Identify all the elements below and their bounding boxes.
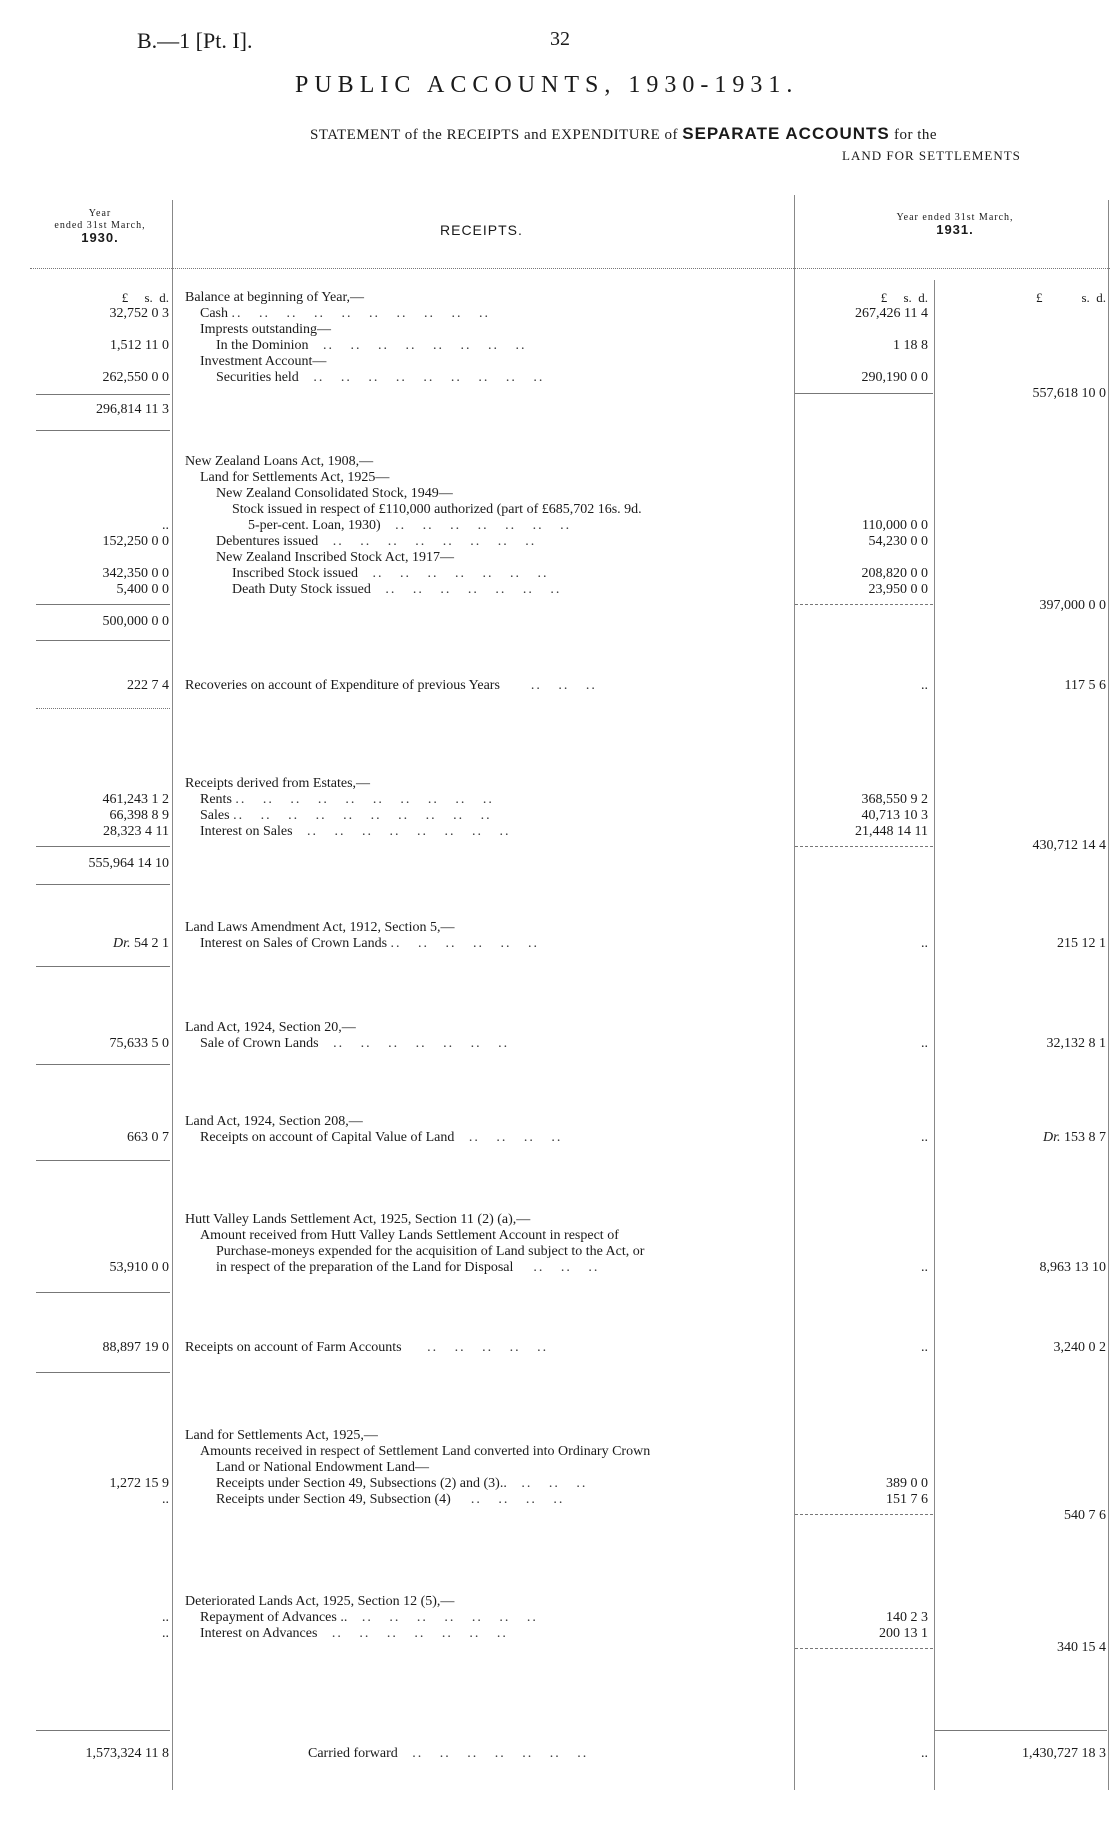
subtotal-rule — [36, 604, 170, 605]
receipts-heading: RECEIPTS. — [440, 222, 523, 238]
statement-suffix: for the — [893, 127, 938, 143]
row-hutt-line3: in respect of the preparation of the Land for Disposal .. .. .. — [216, 1260, 600, 1275]
row-carried-1931-mid: .. — [921, 1746, 928, 1761]
row-lfs1925: Land for Settlements Act, 1925— — [200, 470, 390, 485]
left-head-line2: ended 31st March, — [54, 220, 146, 231]
row-lfs-head: Land for Settlements Act, 1925,— — [185, 1428, 378, 1443]
row-deathduty-1931: 23,950 0 0 — [868, 582, 928, 597]
section-rule — [36, 1064, 170, 1065]
row-sales-1930: 66,398 8 9 — [109, 808, 169, 823]
row-balance-total-1931: 557,618 10 0 — [1032, 386, 1106, 401]
row-det-head: Deteriorated Lands Act, 1925, Section 12 (5),— — [185, 1594, 455, 1609]
row-landlaws-head: Land Laws Amendment Act, 1912, Section 5,— — [185, 920, 455, 935]
row-inscribed-label: Inscribed Stock issued .. .. .. .. .. .. .. — [232, 566, 549, 581]
row-capital-value-1931: Dr. 153 8 7 — [1042, 1130, 1106, 1145]
row-dominion-label: In the Dominion .. .. .. .. .. .. .. .. — [216, 338, 527, 353]
row-repay-label: Repayment of Advances .. .. .. .. .. .. .. .. — [200, 1610, 538, 1625]
row-nzloans: New Zealand Loans Act, 1908,— — [185, 454, 374, 469]
statement-subtitle: LAND FOR SETTLEMENTS — [842, 148, 1021, 163]
row-securities-1931: 290,190 0 0 — [861, 370, 928, 385]
row-estates-head: Receipts derived from Estates,— — [185, 776, 371, 791]
currency-left: £ s. d. — [121, 290, 169, 305]
row-balance-head: Balance at beginning of Year,— — [185, 290, 365, 305]
row-hutt-1931-mid: .. — [921, 1260, 928, 1275]
row-deathduty-label: Death Duty Stock issued .. .. .. .. .. .. .. — [232, 582, 562, 597]
right-head-year: 1931. — [936, 222, 974, 237]
document-reference: B.—1 [Pt. I]. — [137, 28, 253, 53]
right-head-line1: Year ended 31st March, — [896, 212, 1014, 223]
section-rule — [36, 1372, 170, 1373]
currency-mid: £ s. d. — [880, 290, 928, 305]
row-hutt-line1: Amount received from Hutt Valley Lands Settlement Account in respect of — [200, 1228, 619, 1243]
row-hutt-1930: 53,910 0 0 — [109, 1260, 169, 1275]
section-rule — [36, 884, 170, 885]
row-lfs-total-1931: 540 7 6 — [1064, 1508, 1106, 1523]
row-sec49-4-1930: .. — [162, 1492, 169, 1507]
row-lfs-line1: Amounts received in respect of Settlement Land converted into Ordinary Crown — [200, 1444, 651, 1459]
row-landact20-head: Land Act, 1924, Section 20,— — [185, 1020, 356, 1035]
row-cash-label: Cash .. .. .. .. .. .. .. .. .. .. — [200, 306, 490, 321]
row-sales-label: Sales .. .. .. .. .. .. .. .. .. .. — [200, 808, 492, 823]
debit-prefix: Dr. — [112, 936, 131, 951]
row-carried-1930: 1,573,324 11 8 — [85, 1746, 169, 1761]
row-interest-adv-label: Interest on Advances .. .. .. .. .. .. .. — [200, 1626, 508, 1641]
subtotal-rule — [795, 393, 933, 394]
section-rule — [36, 708, 170, 709]
row-stock-issued: Stock issued in respect of £110,000 authorized (part of £685,702 16s. 9d. — [232, 502, 642, 517]
row-farm-1930: 88,897 19 0 — [102, 1340, 169, 1355]
section-rule — [36, 966, 170, 967]
right-col-head — [820, 212, 1090, 236]
row-rents-1930: 461,243 1 2 — [102, 792, 169, 807]
subtotal-rule — [36, 394, 170, 395]
row-loans-total-1931: 397,000 0 0 — [1039, 598, 1106, 613]
right-col-divider — [934, 280, 935, 1790]
head-rule — [30, 268, 1110, 269]
row-interest-sales-1931: 21,448 14 11 — [855, 824, 928, 839]
row-farm-1931: 3,240 0 2 — [1053, 1340, 1106, 1355]
row-cash-1930: 32,752 0 3 — [109, 306, 169, 321]
row-farm-1931-mid: .. — [921, 1340, 928, 1355]
left-head-year: 1930. — [81, 230, 119, 245]
row-sec49-23-1930: 1,272 15 9 — [109, 1476, 169, 1491]
row-debentures-1931: 54,230 0 0 — [868, 534, 928, 549]
row-inscribed-1931: 208,820 0 0 — [861, 566, 928, 581]
row-rents-1931: 368,550 9 2 — [861, 792, 928, 807]
row-loan1930-1931: 110,000 0 0 — [862, 518, 928, 533]
row-securities-1930: 262,550 0 0 — [102, 370, 169, 385]
row-interest-crown-1931-mid: .. — [921, 936, 928, 951]
row-balance-total-1930: 296,814 11 3 — [96, 402, 169, 417]
subtotal-rule — [36, 846, 170, 847]
row-loan1930-label: 5-per-cent. Loan, 1930) .. .. .. .. .. .. .. — [248, 518, 572, 533]
row-dominion-1930: 1,512 11 0 — [110, 338, 169, 353]
row-securities-label: Securities held .. .. .. .. .. .. .. .. .. — [216, 370, 545, 385]
statement-bold: SEPARATE ACCOUNTS — [682, 124, 890, 143]
row-estates-total-1931: 430,712 14 4 — [1032, 838, 1106, 853]
row-carried-label: Carried forward .. .. .. .. .. .. .. — [308, 1746, 589, 1761]
row-hutt-1931: 8,963 13 10 — [1039, 1260, 1106, 1275]
section-rule — [36, 640, 170, 641]
row-interest-crown-label: Interest on Sales of Crown Lands .. .. .. .. .. .. — [200, 936, 540, 951]
row-cash-1931: 267,426 11 4 — [855, 306, 928, 321]
right-edge — [1108, 200, 1109, 1790]
left-col-head — [30, 208, 170, 244]
subtotal-rule — [795, 1514, 933, 1515]
row-recoveries-1931: 117 5 6 — [1064, 678, 1106, 693]
section-rule — [36, 1292, 170, 1293]
row-nzcs: New Zealand Consolidated Stock, 1949— — [216, 486, 453, 501]
row-repay-1930: .. — [162, 1610, 169, 1625]
carried-rule — [36, 1730, 170, 1731]
statement-prefix: STATEMENT of the RECEIPTS and EXPENDITURE of — [310, 127, 678, 143]
row-sec49-23-label: Receipts under Section 49, Subsections (2) and (3).. .. .. .. — [216, 1476, 588, 1491]
currency-right: £ s. d. — [1035, 290, 1106, 305]
row-debentures-1930: 152,250 0 0 — [102, 534, 169, 549]
row-sale-crown-1931-mid: .. — [921, 1036, 928, 1051]
row-farm-label: Receipts on account of Farm Accounts .. .. .. .. .. — [185, 1340, 549, 1355]
row-investment-head: Investment Account— — [200, 354, 327, 369]
row-imprests-head: Imprests outstanding— — [200, 322, 332, 337]
row-sec49-23-1931: 389 0 0 — [886, 1476, 928, 1491]
row-estates-total-1930: 555,964 14 10 — [88, 856, 169, 871]
row-sale-crown-1931: 32,132 8 1 — [1046, 1036, 1106, 1051]
row-repay-1931: 140 2 3 — [886, 1610, 928, 1625]
subtotal-rule — [795, 1648, 933, 1649]
section-rule — [36, 430, 170, 431]
section-rule — [36, 1160, 170, 1161]
subtotal-rule — [795, 604, 933, 605]
statement-title — [310, 124, 937, 144]
row-capital-value-1931-mid: .. — [921, 1130, 928, 1145]
row-capital-value-label: Receipts on account of Capital Value of Land .. .. .. .. — [200, 1130, 563, 1145]
row-sales-1931: 40,713 10 3 — [861, 808, 928, 823]
row-interest-adv-1931: 200 13 1 — [879, 1626, 928, 1641]
row-interest-sales-label: Interest on Sales .. .. .. .. .. .. .. .. — [200, 824, 511, 839]
left-head-line1: Year — [88, 208, 112, 219]
row-interest-adv-1930: .. — [162, 1626, 169, 1641]
row-det-total-1931: 340 15 4 — [1057, 1640, 1106, 1655]
row-sec49-4-label: Receipts under Section 49, Subsection (4) .. .. .. .. — [216, 1492, 565, 1507]
row-recoveries-1931-mid: .. — [921, 678, 928, 693]
row-sale-crown-1930: 75,633 5 0 — [109, 1036, 169, 1051]
row-deathduty-1930: 5,400 0 0 — [116, 582, 169, 597]
row-interest-sales-1930: 28,323 4 11 — [103, 824, 169, 839]
row-recoveries-label: Recoveries on account of Expenditure of previous Years .. .. .. — [185, 678, 597, 693]
row-sale-crown-label: Sale of Crown Lands .. .. .. .. .. .. .. — [200, 1036, 510, 1051]
subtotal-rule — [795, 846, 933, 847]
debit-prefix: Dr. — [1042, 1130, 1061, 1145]
row-loans-total-1930: 500,000 0 0 — [102, 614, 169, 629]
row-interest-crown-1931: 215 12 1 — [1057, 936, 1106, 951]
row-capital-value-1930: 663 0 7 — [127, 1130, 169, 1145]
row-landact208-head: Land Act, 1924, Section 208,— — [185, 1114, 363, 1129]
row-recoveries-1930: 222 7 4 — [127, 678, 169, 693]
page-title: PUBLIC ACCOUNTS, 1930-1931. — [295, 72, 799, 98]
left-col-divider — [172, 200, 173, 1790]
page-number: 32 — [550, 28, 570, 50]
row-sec49-4-1931: 151 7 6 — [886, 1492, 928, 1507]
row-interest-crown-1930: Dr. 54 2 1 — [112, 936, 169, 951]
row-inscribed-1930: 342,350 0 0 — [102, 566, 169, 581]
mid-col-divider — [794, 195, 795, 1790]
row-nzisa: New Zealand Inscribed Stock Act, 1917— — [216, 550, 454, 565]
row-hutt-head: Hutt Valley Lands Settlement Act, 1925, Section 11 (2) (a),— — [185, 1212, 531, 1227]
row-dominion-1931: 1 18 8 — [893, 338, 928, 353]
row-debentures-label: Debentures issued .. .. .. .. .. .. .. .. — [216, 534, 537, 549]
row-loan1930-1930: .. — [162, 518, 169, 533]
row-carried-1931: 1,430,727 18 3 — [1022, 1746, 1106, 1761]
carried-rule — [935, 1730, 1107, 1731]
row-rents-label: Rents .. .. .. .. .. .. .. .. .. .. — [200, 792, 494, 807]
row-hutt-line2: Purchase-moneys expended for the acquisition of Land subject to the Act, or — [216, 1244, 645, 1259]
row-lfs-line2: Land or National Endowment Land— — [216, 1460, 430, 1475]
